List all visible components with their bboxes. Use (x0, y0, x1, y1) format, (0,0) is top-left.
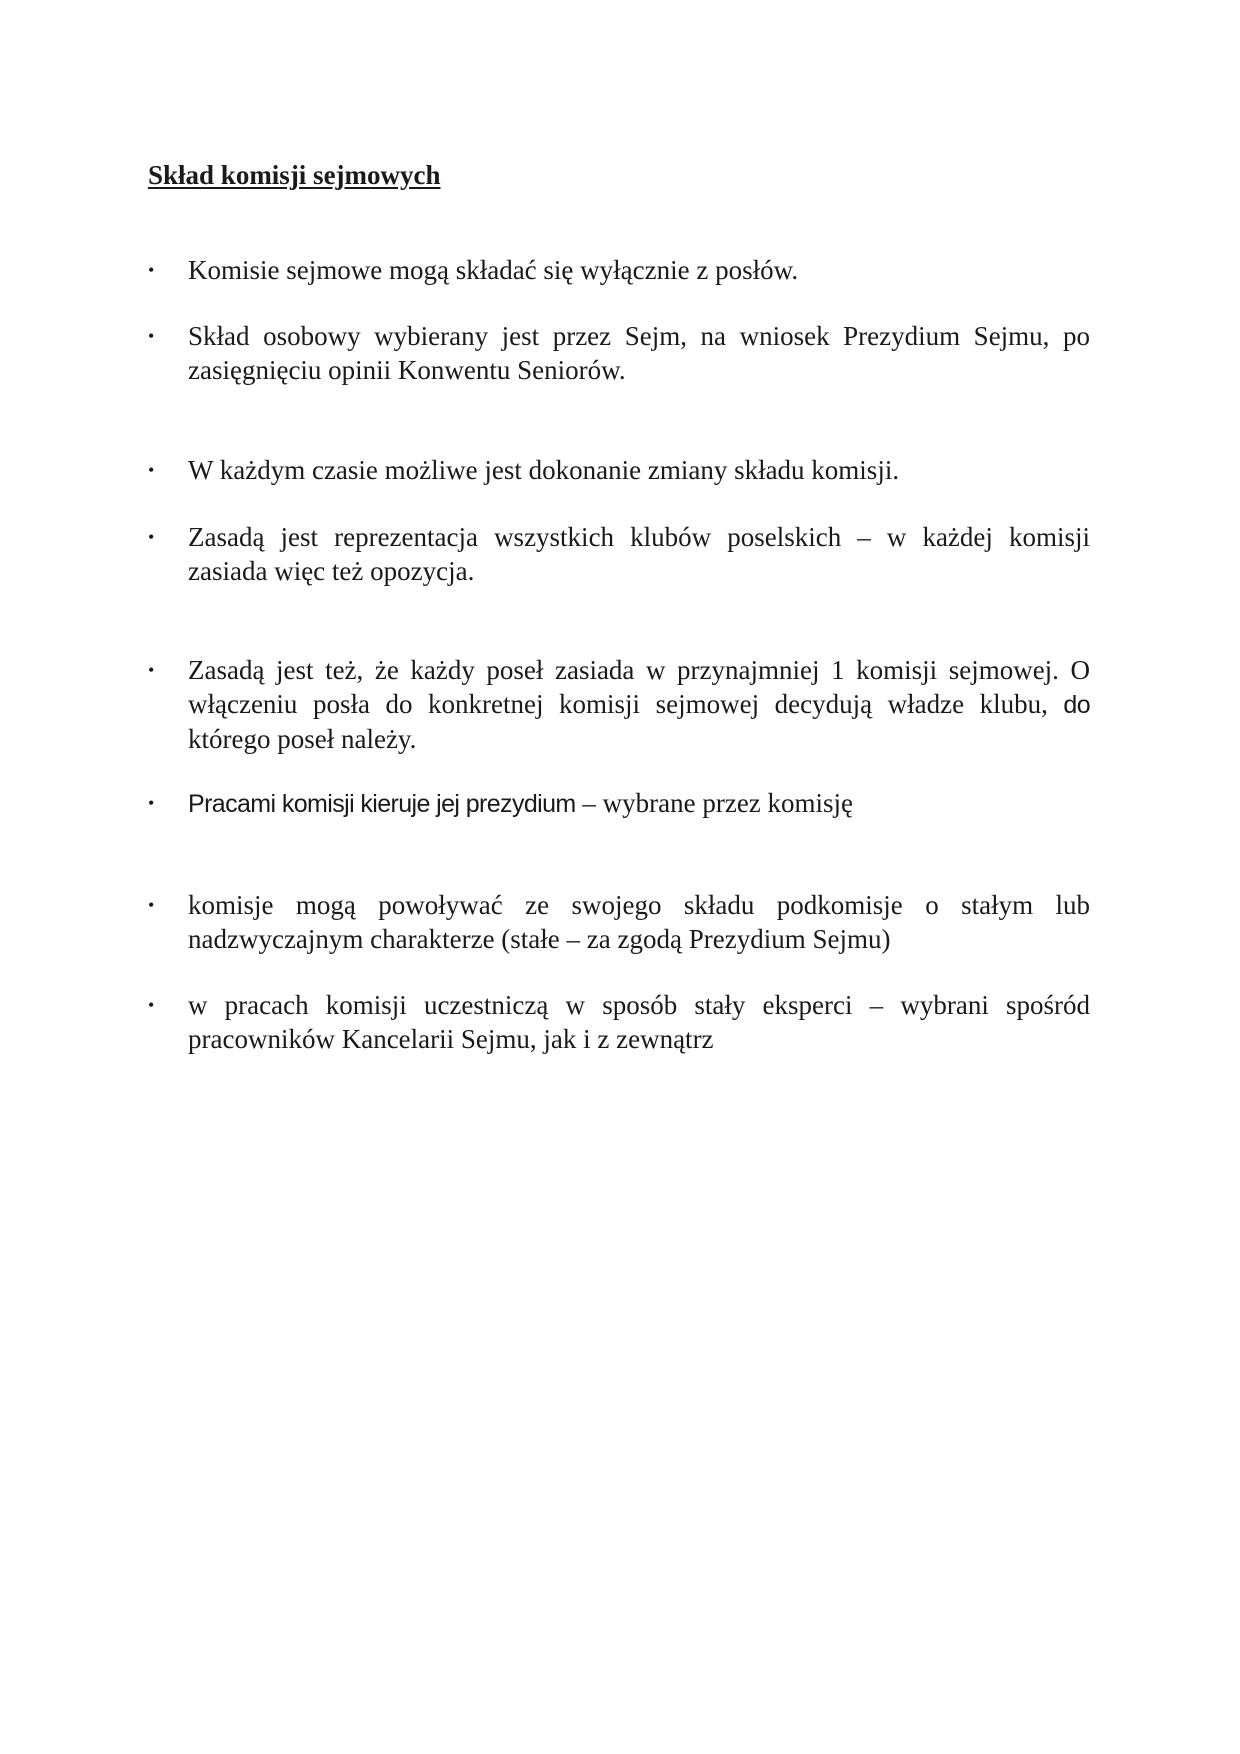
bullet-icon: • (148, 460, 155, 480)
bullet-icon: • (148, 260, 155, 280)
list-item-text: komisje mogą powoływać ze swojego składu podkomisje o stałym lub nadzwyczajnym charakterze (stałe – za zgodą Prezydium Sejmu) (188, 890, 1090, 954)
bullet-icon: • (148, 995, 155, 1015)
document-title: Skład komisji sejmowych (148, 160, 441, 190)
bullet-icon: • (148, 326, 155, 346)
bullet-icon: • (148, 895, 155, 915)
list-item-text (188, 653, 1090, 756)
bullet-icon: • (148, 527, 155, 547)
bullet-icon: • (148, 793, 155, 813)
list-item-text: w pracach komisji uczestniczą w sposób stały eksperci – wybrani spośród pracowników Kancelarii Sejmu, jak i z zewnątrz (188, 990, 1090, 1054)
list-item-text-part: do (1063, 691, 1090, 719)
list-item-text: W każdym czasie możliwe jest dokonanie zmiany składu komisji. (188, 455, 900, 485)
list-item-text-part: którego poseł należy. (188, 724, 417, 754)
list-item-text-part: Pracami komisji kieruje jej prezydium (188, 790, 576, 818)
list-item-text-part: Zasadą jest też, że każdy poseł zasiada w przynajmniej 1 komisji sejmowej. O włączeniu posła do konkretnej komisji sejmowej decydują władze klubu, (188, 655, 1090, 719)
list-item-text (188, 786, 1090, 821)
list-item-text: Komisie sejmowe mogą składać się wyłącznie z posłów. (188, 255, 799, 285)
list-item-text: Zasadą jest reprezentacja wszystkich klubów poselskich – w każdej komisji zasiada więc też opozycja. (188, 522, 1090, 586)
list-item-text: Skład osobowy wybierany jest przez Sejm, na wniosek Prezydium Sejmu, po zasięgnięciu opinii Konwentu Seniorów. (188, 321, 1090, 385)
bullet-icon: • (148, 660, 155, 680)
list-item-text-part: – wybrane przez komisję (575, 788, 854, 818)
